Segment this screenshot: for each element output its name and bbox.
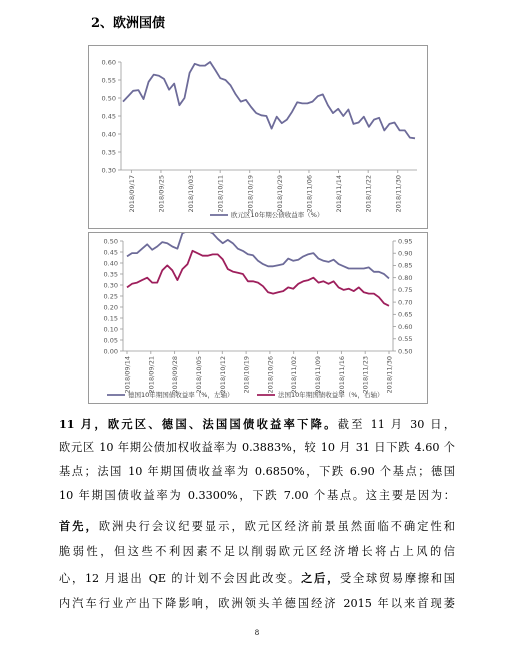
- x-tick-label: 2018/11/09: [314, 356, 323, 394]
- paragraph-line-6: 脆弱性，但这些不利因素不足以削弱欧元区经济增长将占上风的信: [59, 545, 455, 558]
- eurozone-yield-chart-svg: [89, 46, 427, 228]
- left-tick-label: 0.00: [103, 347, 118, 356]
- left-tick-label: 0.20: [103, 303, 118, 312]
- left-tick-label: 0.40: [103, 259, 118, 268]
- x-tick-label: 2018/10/26: [266, 356, 275, 394]
- x-tick-label: 2018/10/19: [246, 175, 255, 213]
- right-tick-label: 0.95: [398, 237, 413, 246]
- x-tick-label: 2018/09/28: [171, 356, 180, 394]
- left-tick-label: 0.45: [103, 248, 118, 257]
- left-tick-label: 0.30: [103, 281, 118, 290]
- series-line: [127, 233, 389, 278]
- y-tick-label: 0.55: [101, 76, 116, 85]
- y-tick-label: 0.60: [101, 58, 116, 67]
- x-tick-label: 2018/10/19: [242, 356, 251, 394]
- left-tick-label: 0.50: [103, 237, 118, 246]
- x-tick-label: 2018/11/23: [361, 356, 370, 394]
- left-tick-label: 0.15: [103, 314, 118, 323]
- left-tick-label: 0.25: [103, 292, 118, 301]
- right-tick-label: 0.55: [398, 335, 413, 344]
- right-tick-label: 0.50: [398, 347, 413, 356]
- page-number: 8: [254, 629, 260, 637]
- series-line: [127, 251, 389, 306]
- y-tick-label: 0.45: [101, 112, 116, 121]
- paragraph-line-5-rest: 欧洲央行会议纪要显示，欧元区经济前景虽然面临不确定性和: [98, 520, 455, 533]
- x-tick-label: 2018/09/17: [127, 175, 136, 213]
- x-tick-label: 2018/10/03: [187, 175, 196, 213]
- x-tick-label: 2018/11/06: [305, 175, 314, 213]
- germany-france-yield-chart-svg: [89, 233, 427, 403]
- x-tick-label: 2018/11/02: [290, 356, 299, 394]
- section-title: 2、欧洲国债: [91, 16, 166, 31]
- paragraph-line-3: 基点；法国 10 年期国债收益率为 0.6850%，下跌 6.90 个基点；德国: [59, 465, 455, 478]
- right-tick-label: 0.60: [398, 322, 413, 331]
- x-tick-label: 2018/10/29: [275, 175, 284, 213]
- paragraph-line-2: 欧元区 10 年期公债加权收益率为 0.3883%，较 10 月 31 日下跌 4.60 个: [59, 441, 455, 454]
- paragraph-first-bold: 首先，: [59, 519, 99, 533]
- right-tick-label: 0.90: [398, 249, 413, 258]
- paragraph-line-7: [59, 566, 455, 591]
- x-tick-label: 2018/10/12: [218, 356, 227, 394]
- y-tick-label: 0.50: [101, 94, 116, 103]
- right-tick-label: 0.85: [398, 261, 413, 270]
- paragraph-lead-rest: 截至 11 月 30 日，: [337, 418, 456, 431]
- right-tick-label: 0.80: [398, 273, 413, 282]
- paragraph-lead-bold: 11 月，欧元区、德国、法国国债收益率下降。: [59, 417, 338, 431]
- paragraph-line-7-a: 心，12 月退出 QE 的计划不会因此改变。: [59, 572, 302, 585]
- y-tick-label: 0.35: [101, 148, 116, 157]
- right-tick-label: 0.70: [398, 298, 413, 307]
- x-tick-label: 2018/10/11: [216, 175, 225, 213]
- x-tick-label: 2018/10/05: [194, 356, 203, 394]
- y-tick-label: 0.30: [101, 166, 116, 175]
- x-tick-label: 2018/11/16: [337, 356, 346, 394]
- right-tick-label: 0.75: [398, 286, 413, 295]
- x-tick-label: 2018/11/22: [364, 175, 373, 213]
- x-tick-label: 2018/09/14: [123, 356, 132, 394]
- paragraph-line-5: [59, 514, 455, 539]
- left-tick-label: 0.05: [103, 336, 118, 345]
- legend-label: 德国10年期国债收益率（%，左轴）: [128, 391, 234, 399]
- paragraph-line-7-c: 受全球贸易摩擦和国: [340, 572, 455, 585]
- x-tick-label: 2018/11/30: [385, 356, 394, 394]
- series-line: [123, 62, 415, 138]
- legend-label: 法国10年期国债收益率（%，右轴）: [278, 391, 384, 399]
- x-tick-label: 2018/11/30: [394, 175, 403, 213]
- x-tick-label: 2018/11/14: [335, 175, 344, 213]
- x-tick-label: 2018/09/25: [157, 175, 166, 213]
- y-tick-label: 0.40: [101, 130, 116, 139]
- left-tick-label: 0.35: [103, 270, 118, 279]
- legend-label: 欧元区10年期公债收益率（%）: [231, 211, 324, 219]
- paragraph-then-bold: 之后，: [301, 571, 341, 585]
- paragraph-line-1: [59, 412, 455, 437]
- left-tick-label: 0.10: [103, 325, 118, 334]
- paragraph-line-4: 10 年期国债收益率为 0.3300%，下跌 7.00 个基点。这主要是因为：: [59, 489, 455, 502]
- right-tick-label: 0.65: [398, 310, 413, 319]
- x-tick-label: 2018/09/21: [147, 356, 156, 394]
- paragraph-line-8: 内汽车行业产出下降影响，欧洲领头羊德国经济 2015 年以来首现萎: [59, 597, 455, 610]
- eurozone-yield-chart: [88, 45, 428, 229]
- germany-france-yield-chart: [88, 232, 428, 404]
